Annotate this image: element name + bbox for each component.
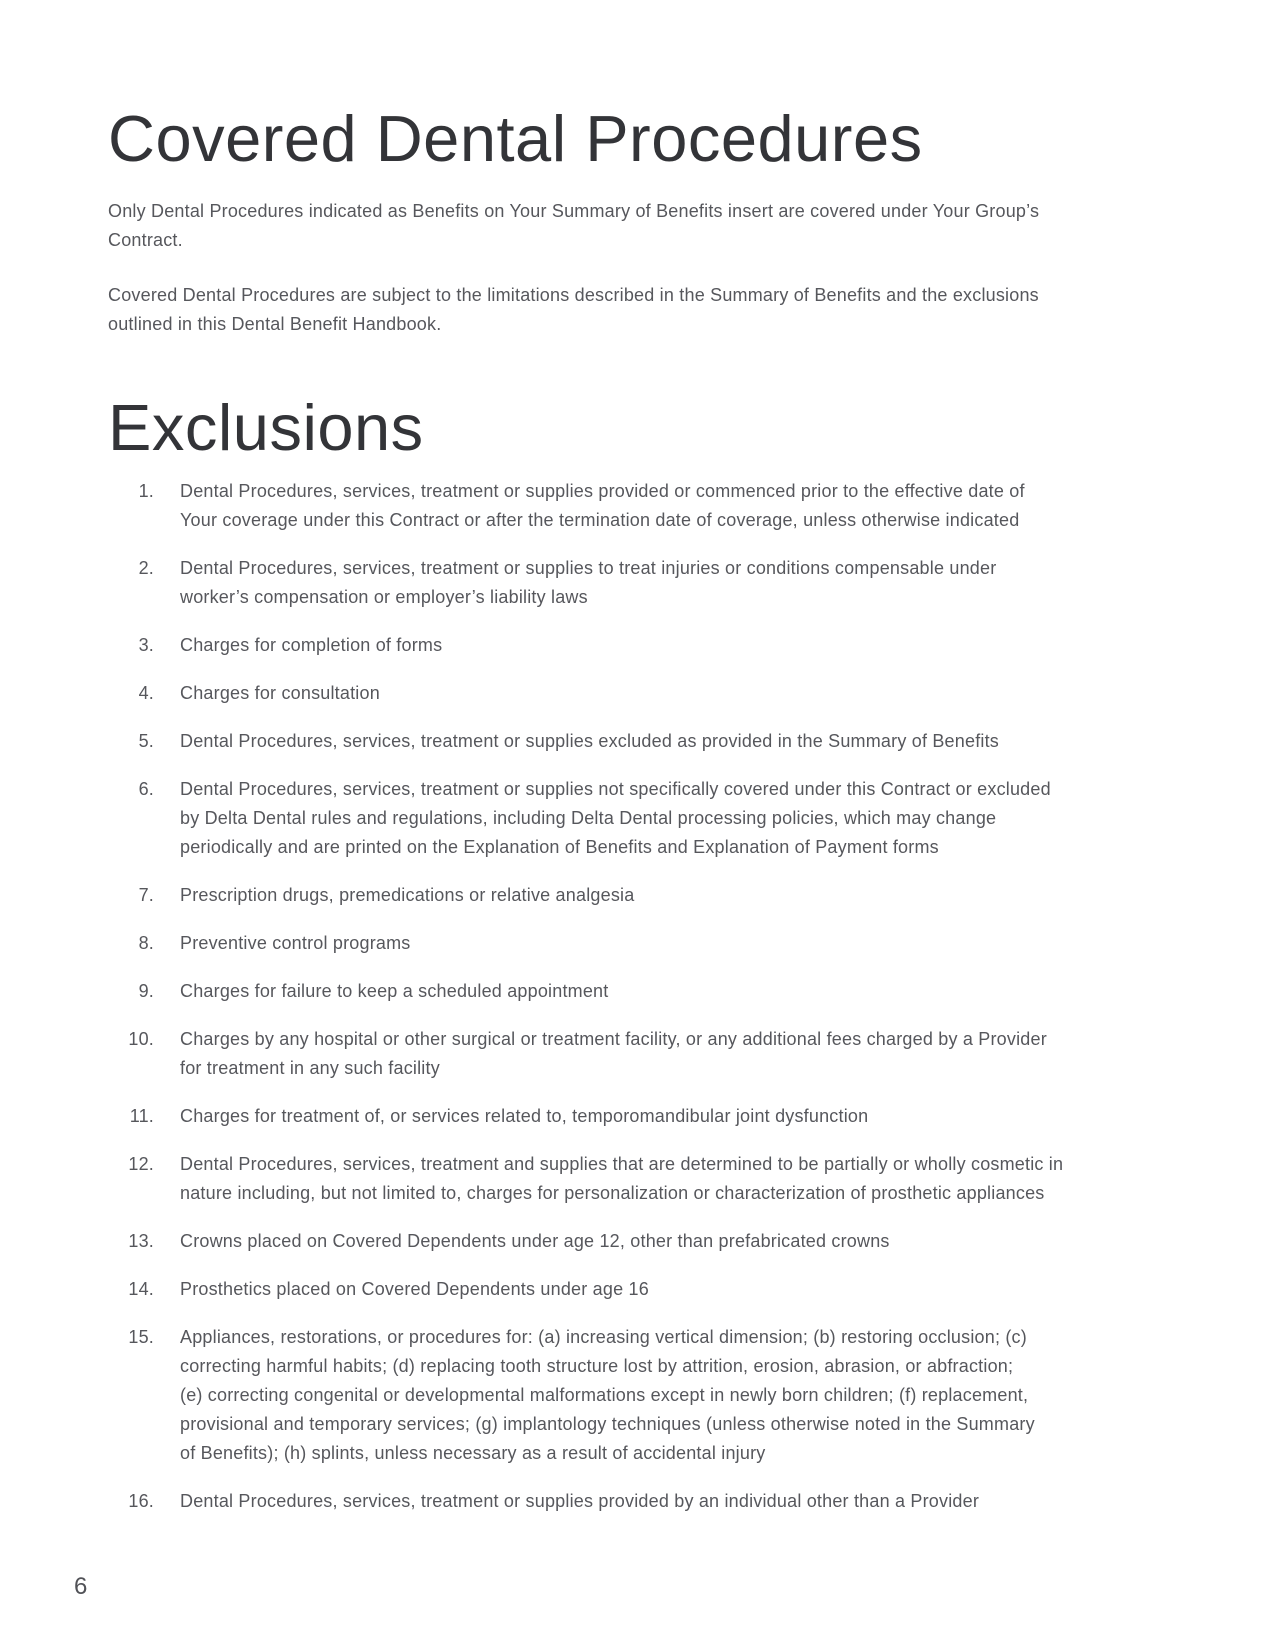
exclusion-item-8 <box>108 929 1195 958</box>
list-item-number: 7. <box>138 885 154 905</box>
list-item-text: Dental Procedures, services, treatment or supplies provided by an individual other than a Provider <box>180 1491 980 1511</box>
list-item-text: Dental Procedures, services, treatment or supplies not specifically covered under this Contract or excluded by Delta Dental rules and regulations, including Delta Dental processing policies, which may change periodically and are printed on the Explanation of Benefits and Explanation of Payment forms <box>180 779 1051 857</box>
list-item-number: 6. <box>138 779 154 799</box>
exclusion-item-1 <box>108 477 1195 535</box>
list-item-text: Dental Procedures, services, treatment and supplies that are determined to be partially or wholly cosmetic in nature including, but not limited to, charges for personalization or characterization of prosthetic appliances <box>180 1154 1064 1203</box>
list-item-number: 8. <box>138 933 154 953</box>
exclusion-item-6 <box>108 775 1195 862</box>
list-item-text: Dental Procedures, services, treatment or supplies to treat injuries or conditions compensable under worker’s compensation or employer’s liability laws <box>180 558 997 607</box>
section-title-exclusions: Exclusions <box>108 391 424 464</box>
exclusion-item-2 <box>108 554 1195 612</box>
list-item-number: 10. <box>128 1029 154 1049</box>
list-item-text: Preventive control programs <box>180 933 411 953</box>
section-title-covered-dental-procedures: Covered Dental Procedures <box>108 102 923 175</box>
page-number: 6 <box>74 1573 88 1600</box>
list-item-number: 15. <box>128 1327 154 1347</box>
exclusion-item-12 <box>108 1150 1195 1208</box>
exclusion-item-14 <box>108 1275 1195 1304</box>
list-item-number: 3. <box>138 635 154 655</box>
exclusion-item-10 <box>108 1025 1195 1083</box>
list-item-text: Charges for failure to keep a scheduled appointment <box>180 981 609 1001</box>
exclusion-item-15 <box>108 1323 1195 1468</box>
list-item-number: 14. <box>128 1279 154 1299</box>
list-item-text: Charges for consultation <box>180 683 380 703</box>
list-item-number: 9. <box>138 981 154 1001</box>
exclusions-list <box>108 477 1195 1516</box>
exclusion-item-16 <box>108 1487 1195 1516</box>
list-item-number: 5. <box>138 731 154 751</box>
exclusion-item-13 <box>108 1227 1195 1256</box>
list-item-number: 13. <box>128 1231 154 1251</box>
list-item-text: Dental Procedures, services, treatment or supplies provided or commenced prior to the effective date of Your coverage under this Contract or after the termination date of coverage, unless otherwise indicated <box>180 481 1025 530</box>
list-item-number: 12. <box>128 1154 154 1174</box>
exclusion-item-9 <box>108 977 1195 1006</box>
exclusion-item-3 <box>108 631 1195 660</box>
list-item-text: Prosthetics placed on Covered Dependents under age 16 <box>180 1279 649 1299</box>
list-item-text: Charges by any hospital or other surgical or treatment facility, or any additional fees charged by a Provider for treatment in any such facility <box>180 1029 1047 1078</box>
list-item-number: 1. <box>138 481 154 501</box>
exclusion-item-4 <box>108 679 1195 708</box>
list-item-text: Appliances, restorations, or procedures for: (a) increasing vertical dimension; (b) restoring occlusion; (c) correcting harmful habits; (d) replacing tooth structure lost by attrition, erosion, abrasion, or abfraction; (e) correcting congenital or developmental malformations except in newly born children; (f) replacement, provisional and temporary services; (g) implantology techniques (unless otherwise noted in the Summary of Benefits); (h) splints, unless necessary as a result of accidental injury <box>180 1327 1035 1463</box>
covered-paragraph-2: Covered Dental Procedures are subject to the limitations described in the Summary of Benefits and the exclusions outlined in this Dental Benefit Handbook. <box>108 285 1039 334</box>
list-item-text: Charges for completion of forms <box>180 635 443 655</box>
list-item-text: Dental Procedures, services, treatment or supplies excluded as provided in the Summary of Benefits <box>180 731 999 751</box>
list-item-text: Prescription drugs, premedications or relative analgesia <box>180 885 635 905</box>
list-item-text: Charges for treatment of, or services related to, temporomandibular joint dysfunction <box>180 1106 869 1126</box>
list-item-number: 11. <box>129 1106 154 1126</box>
list-item-number: 16. <box>128 1491 154 1511</box>
exclusion-item-11 <box>108 1102 1195 1131</box>
list-item-number: 2. <box>138 558 154 578</box>
exclusion-item-5 <box>108 727 1195 756</box>
exclusion-item-7 <box>108 881 1195 910</box>
list-item-text: Crowns placed on Covered Dependents under age 12, other than prefabricated crowns <box>180 1231 890 1251</box>
covered-paragraph-1: Only Dental Procedures indicated as Benefits on Your Summary of Benefits insert are covered under Your Group’s Contract. <box>108 201 1040 250</box>
list-item-number: 4. <box>138 683 154 703</box>
